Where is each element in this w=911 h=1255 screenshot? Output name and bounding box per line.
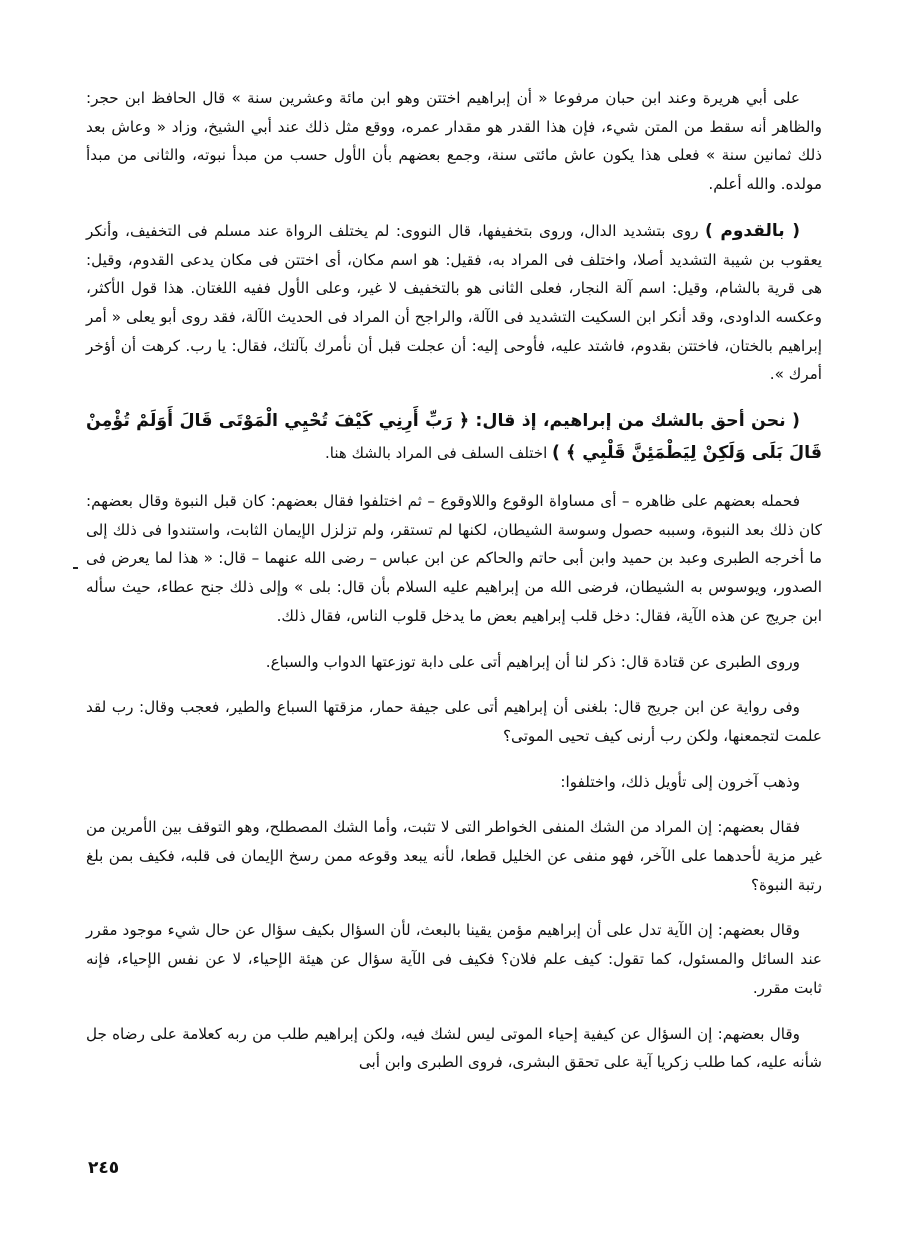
paragraph-text: وذهب آخرون إلى تأويل ذلك، واختلفوا: <box>560 772 800 791</box>
paragraph-literal-view <box>86 487 822 631</box>
quoted-hadith-verse: ( نحن أحق بالشك من إبراهيم، إذ قال: ﴿ رَبِّ أَرِنِي كَيْفَ تُحْيِي الْمَوْتَى قَالَ أَوَلَمْ تُؤْمِنْ قَالَ بَلَى وَلَكِنْ لِيَطْمَئِنَّ قَلْبِي ﴾ ) <box>86 411 822 464</box>
paragraph-text: فقال بعضهم: إن المراد من الشك المنفى الخواطر التى لا تثبت، وأما الشك المصطلح، وهو التوقف بين الأمرين من غير مزية لأحدهما على الآخر، فهو منفى عن الخليل قطعا، لأنه يبعد وقوعه ممن رسخ الإيمان فى قلبه، فكيف بمن بلغ رتبة النبوة؟ <box>86 818 822 894</box>
paragraph-text: روى بتشديد الدال، وروى بتخفيفها، قال النووى: لم يختلف الرواة عند مسلم فى التخفيف، وأنكر يعقوب بن شيبة التشديد أصلا، واختلف فى المراد به، فقيل: هو اسم مكان، أى اختتن فى مكان يدعى القدوم، وقيل: هى قرية بالشام، وقيل: اسم آلة النجار، فعلى الثانى هو بالتخفيف لا غير، وعلى الأول ففيه اللغتان. هذا قول الأكثر، وعكسه الداودى، وقد أنكر ابن السكيت التشديد فى الآلة، والراجح أن المراد فى الحديث الآلة، فقد روى أبو يعلى « أمر إبراهيم بالختان، فاختتن بقدوم، فاشتد عليه، فأوحى إليه: أن عجلت قبل أن نأمرك بآلتك، فقال: يا رب. كرهت أن أؤخر أمرك ». <box>86 221 822 384</box>
paragraph-ibn-jurayj <box>86 693 822 750</box>
margin-scan-mark <box>73 567 78 569</box>
paragraph-tabari-qatada <box>86 648 822 677</box>
paragraph-text: وقال بعضهم: إن الآية تدل على أن إبراهيم مؤمن يقينا بالبعث، لأن السؤال بكيف سؤال عن حال شيء موجود مقرر عند السائل والمسئول، كما تقول: كيف علم فلان؟ فكيف فى الآية سؤال عن هيئة الإحياء، لا عن نفس الإحياء، فإنه ثابت مقرر. <box>86 921 822 997</box>
paragraph-text: فحمله بعضهم على ظاهره – أى مساواة الوقوع واللاوقوع – ثم اختلفوا فقال بعضهم: كان قبل النبوة وقال بعضهم: كان ذلك بعد النبوة، وسببه حصول وسوسة الشيطان، لكنها لم تستقر، ولم تزلزل الإيمان الثابت، واستندوا فى ذلك إلى ما أخرجه الطبرى وعبد بن حميد وابن أبى حاتم والحاكم عن ابن عباس – رضى الله عنهما – قال: « هذا لما يعرض فى الصدور، ويوسوس به الشيطان، فرضى الله من إبراهيم عليه السلام بأن قال: بلى » وإلى ذلك جنح عطاء، حيث سأله ابن جريج عن هذه الآية، فقال: دخل قلب إبراهيم بعض ما يدخل قلوب الناس، فقال ذلك. <box>86 492 822 625</box>
paragraph-text: وفى رواية عن ابن جريج قال: بلغنى أن إبراهيم أتى على جيفة حمار، مزقتها السباع والطير، فعجب وقال: رب لقد علمت لتجمعنها، ولكن رب أرنى كيف تحيى الموتى؟ <box>86 698 822 745</box>
paragraph-view-two <box>86 916 822 1002</box>
paragraph-hadith-doubt <box>86 405 822 469</box>
paragraph-hadith-age <box>86 84 822 199</box>
paragraph-view-one <box>86 813 822 899</box>
paragraph-text: اختلف السلف فى المراد بالشك هنا. <box>325 444 553 463</box>
page-number: ٢٤٥ <box>88 1158 120 1178</box>
paragraph-text: وروى الطبرى عن قتادة قال: ذكر لنا أن إبراهيم أتى على دابة توزعتها الدواب والسباع. <box>265 652 800 671</box>
paragraph-qadum <box>86 217 822 389</box>
paragraph-text: على أبي هريرة وعند ابن حبان مرفوعا « أن إبراهيم اختتن وهو ابن مائة وعشرين سنة » قال الحافظ ابن حجر: والظاهر أنه سقط من المتن شيء، فإن هذا القدر هو مقدار عمره، ووقع مثل ذلك عند أبي الشيخ، وزاد « وعاش بعد ذلك ثمانين سنة » فعلى هذا يكون عاش مائتى سنة، وجمع بعضهم بأن الأول حسب من مبدأ نبوته، والثانى من مبدأ مولده. والله أعلم. <box>86 89 822 194</box>
term-heading: ( بالقدوم ) <box>705 220 800 241</box>
book-page-body <box>86 84 822 1077</box>
paragraph-interpretation-intro <box>86 768 822 797</box>
paragraph-view-three <box>86 1020 822 1077</box>
paragraph-text: وقال بعضهم: إن السؤال عن كيفية إحياء الموتى ليس لشك فيه، ولكن إبراهيم طلب من ربه كعلامة على رضاه جل شأنه عليه، كما طلب زكريا آية على تحقق البشرى، فروى الطبرى وابن أبى <box>86 1024 822 1072</box>
